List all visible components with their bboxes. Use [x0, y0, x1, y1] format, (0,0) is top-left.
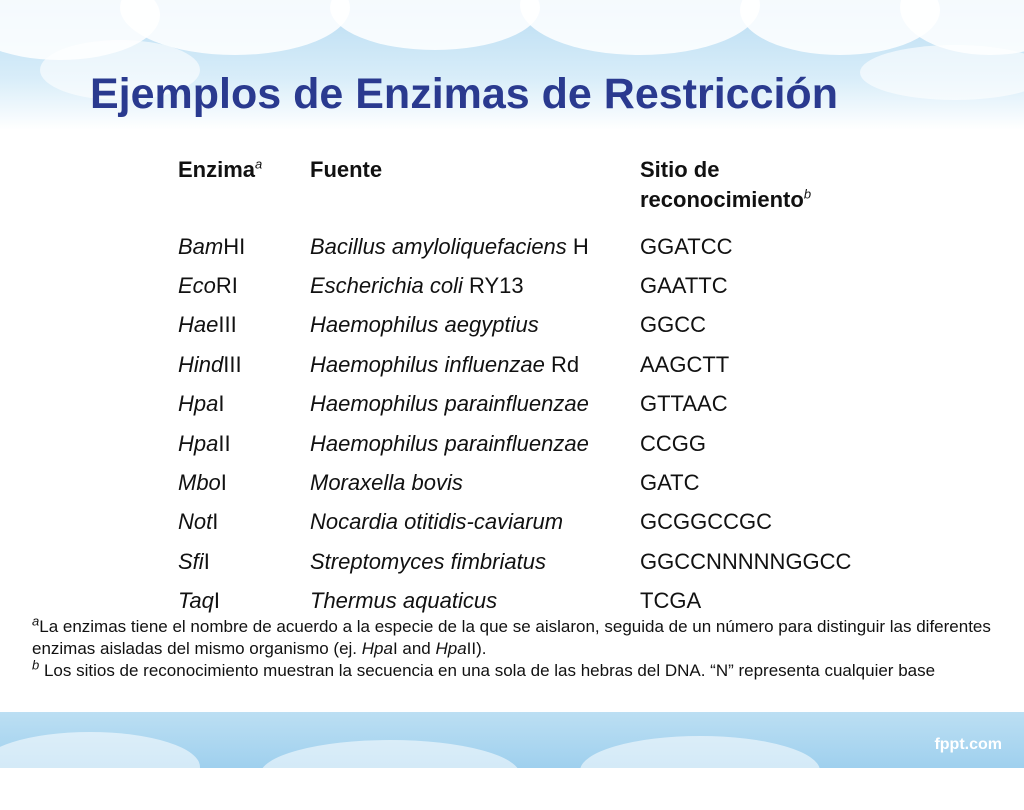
header-recognition-site: Sitio de reconocimiento$^b$ — [640, 157, 812, 212]
enzyme-cell: BamHI — [178, 233, 246, 259]
source-cell: Haemophilus influenzae Rd — [310, 351, 580, 377]
source-cell: Nocardia otitidis-caviarum — [310, 509, 564, 535]
enzyme-cell: HaeIII — [178, 312, 237, 338]
enzyme-cell: HindIII — [178, 351, 242, 377]
site-cell: TCGA — [640, 588, 702, 614]
cloud-shape — [520, 0, 760, 55]
site-cell: GGATCC — [640, 233, 733, 259]
site-cell: GAATTC — [640, 273, 728, 299]
table-row — [170, 582, 890, 621]
site-cell: GGCC — [640, 312, 706, 338]
table-header-row — [170, 155, 890, 227]
footnotes — [32, 613, 992, 682]
header-source: Fuente — [310, 157, 383, 182]
cloud-shape — [0, 732, 200, 802]
table-row — [170, 306, 890, 345]
site-cell: GCGGCCGC — [640, 509, 772, 535]
slide-title: Ejemplos de Enzimas de Restricción — [90, 70, 838, 118]
site-cell: GATC — [640, 470, 700, 496]
source-cell: Escherichia coli RY13 — [310, 273, 524, 299]
cloud-shape — [860, 45, 1024, 100]
source-cell: Haemophilus parainfluenzae — [310, 391, 589, 417]
footnote-b: $^b$ Los sitios de reconocimiento muestran la secuencia en una sola de las hebras del DNA. “N” representa cualquier base — [32, 657, 936, 680]
site-cell: CCGG — [640, 430, 706, 456]
fppt-logo: fppt.com — [934, 736, 1002, 753]
enzyme-cell: HpaI — [178, 391, 225, 417]
cloud-shape — [330, 0, 540, 50]
table-row — [170, 385, 890, 424]
table-row — [170, 424, 890, 463]
enzyme-cell: MboI — [178, 470, 227, 496]
table-row — [170, 503, 890, 542]
footnote-a: $^a$La enzimas tiene el nombre de acuerdo a la especie de la que se aislaron, seguida de un número para distinguir las diferentes enzimas aisladas del mismo organismo (ej. HpaI and HpaII). — [32, 613, 991, 658]
enzyme-cell: TaqI — [178, 588, 221, 614]
source-cell: Bacillus amyloliquefaciens H — [310, 233, 589, 259]
table-row — [170, 463, 890, 502]
bottom-sky-band — [0, 712, 1024, 768]
source-cell: Haemophilus parainfluenzae — [310, 430, 589, 456]
table-row — [170, 345, 890, 384]
site-cell: GTTAAC — [640, 391, 728, 417]
table-row — [170, 266, 890, 305]
source-cell: Thermus aquaticus — [310, 588, 498, 614]
restriction-enzymes-table — [170, 155, 890, 621]
cloud-shape — [580, 736, 820, 806]
enzyme-cell: NotI — [178, 509, 219, 535]
table-row — [170, 542, 890, 581]
enzyme-cell: SfiI — [178, 548, 210, 574]
source-cell: Moraxella bovis — [310, 470, 463, 496]
enzyme-cell: EcoRI — [178, 273, 238, 299]
source-cell: Haemophilus aegyptius — [310, 312, 539, 338]
header-enzyme: Enzima$^a$ — [178, 156, 263, 182]
cloud-shape — [260, 740, 520, 810]
site-cell: GGCCNNNNNGGCC — [640, 548, 852, 574]
site-cell: AAGCTT — [640, 351, 730, 377]
table-row — [170, 227, 890, 266]
enzyme-cell: HpaII — [178, 430, 231, 456]
source-cell: Streptomyces fimbriatus — [310, 548, 546, 574]
